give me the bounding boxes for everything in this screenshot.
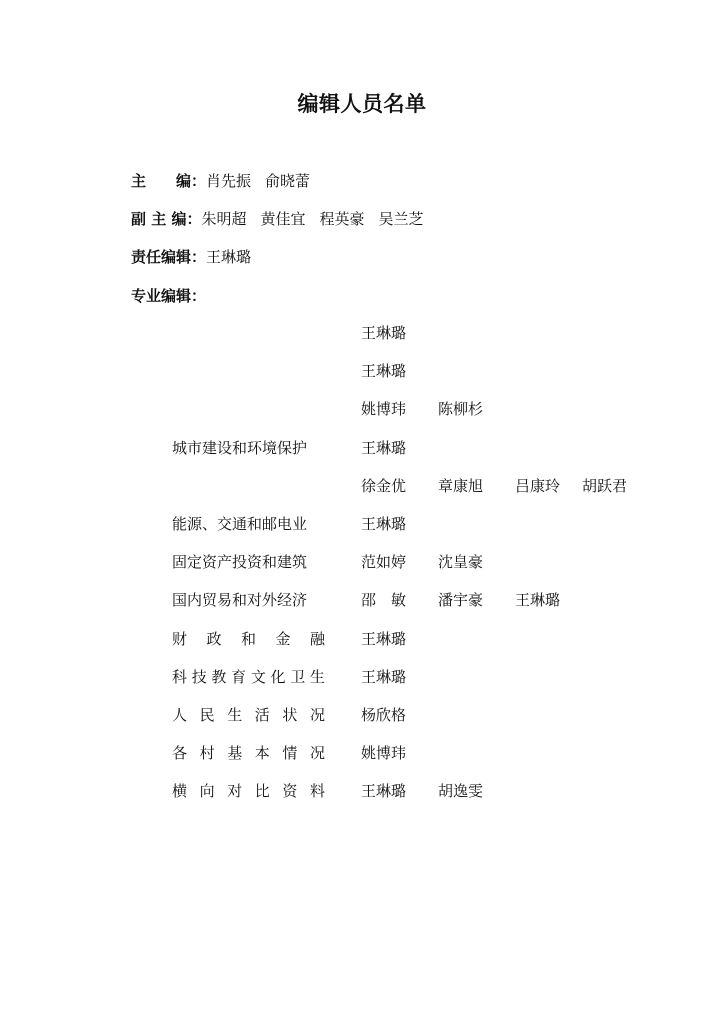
category-char: 情 <box>282 744 298 762</box>
editor-name: 邵 敏 <box>361 591 407 609</box>
editor-name: 王琳璐 <box>361 782 407 800</box>
editor-name: 范如婷 <box>361 553 407 571</box>
category-char: 卫 <box>290 668 306 686</box>
category-char: 和 <box>240 630 256 648</box>
category-char: 人 <box>172 706 188 724</box>
editor-name: 姚博玮 <box>361 744 407 762</box>
responsible-editor-row <box>131 245 265 269</box>
responsible-editor-name: 王琳璐 <box>206 248 252 266</box>
category-char: 技 <box>191 668 207 686</box>
category-char: 各 <box>172 744 188 762</box>
deputy-editor-label: 副 主 编： <box>131 210 202 228</box>
editor-name: 胡跃君 <box>582 477 628 495</box>
editor-name: 姚博玮 <box>361 400 407 418</box>
category-char: 融 <box>309 630 325 648</box>
specialty-row <box>0 359 724 383</box>
category-text: 国内贸易和对外经济 <box>172 591 308 609</box>
editor-name: 陈柳杉 <box>438 400 484 418</box>
category-char: 横 <box>172 782 188 800</box>
category-label <box>172 512 325 536</box>
editor-name: 吕康玲 <box>515 477 561 495</box>
category-char: 况 <box>309 744 325 762</box>
category-char: 科 <box>172 668 188 686</box>
editor-name: 王琳璐 <box>361 362 407 380</box>
category-char: 基 <box>227 744 243 762</box>
specialty-editor-row <box>131 284 206 308</box>
category-label <box>172 703 325 727</box>
deputy-editor-name: 朱明超 <box>201 210 247 228</box>
specialty-row <box>0 436 724 460</box>
editor-name: 王琳璐 <box>361 668 407 686</box>
category-char: 金 <box>275 630 291 648</box>
specialty-row <box>0 474 724 498</box>
deputy-editor-row <box>131 207 438 231</box>
editor-name: 章康旭 <box>438 477 484 495</box>
category-char: 对 <box>227 782 243 800</box>
page-title: 编辑人员名单 <box>297 92 427 116</box>
category-char: 政 <box>206 630 222 648</box>
category-char: 向 <box>199 782 215 800</box>
category-char: 状 <box>282 706 298 724</box>
editor-name: 王琳璐 <box>361 515 407 533</box>
category-char: 教 <box>211 668 227 686</box>
responsible-editor-label: 责任编辑： <box>131 248 207 266</box>
category-char: 况 <box>309 706 325 724</box>
specialty-row <box>0 703 724 727</box>
category-label <box>172 627 325 651</box>
editor-name: 王琳璐 <box>361 324 407 342</box>
chief-editor-label: 主 编： <box>131 172 207 190</box>
chief-editor-row <box>131 169 324 193</box>
deputy-editor-name: 程英豪 <box>319 210 365 228</box>
editor-name: 杨欣格 <box>361 706 407 724</box>
category-text: 城市建设和环境保护 <box>172 439 308 457</box>
category-char: 料 <box>309 782 325 800</box>
category-char: 活 <box>254 706 270 724</box>
specialty-row <box>0 512 724 536</box>
category-char: 民 <box>199 706 215 724</box>
chief-editor-name: 肖先振 <box>206 172 252 190</box>
specialty-editor-label: 专业编辑： <box>131 287 207 305</box>
category-char: 比 <box>254 782 270 800</box>
category-char: 育 <box>231 668 247 686</box>
specialty-row <box>0 741 724 765</box>
editor-name: 王琳璐 <box>515 591 561 609</box>
category-label <box>172 550 325 574</box>
category-char: 本 <box>254 744 270 762</box>
category-char: 化 <box>270 668 286 686</box>
category-text: 固定资产投资和建筑 <box>172 553 308 571</box>
specialty-row <box>0 779 724 803</box>
category-char: 财 <box>172 630 188 648</box>
specialty-row <box>0 397 724 421</box>
category-char: 村 <box>199 744 215 762</box>
category-label <box>172 741 325 765</box>
specialty-row <box>0 588 724 612</box>
specialty-row <box>0 550 724 574</box>
category-text: 能源、交通和邮电业 <box>172 515 308 533</box>
editor-name: 徐金优 <box>361 477 407 495</box>
specialty-row <box>0 321 724 345</box>
category-char: 资 <box>282 782 298 800</box>
category-char: 生 <box>227 706 243 724</box>
specialty-row <box>0 665 724 689</box>
editor-name: 胡逸雯 <box>438 782 484 800</box>
category-char: 文 <box>250 668 266 686</box>
editor-name: 潘宇豪 <box>438 591 484 609</box>
editor-name: 王琳璐 <box>361 630 407 648</box>
editor-name: 王琳璐 <box>361 439 407 457</box>
deputy-editor-name: 吴兰芝 <box>378 210 424 228</box>
category-label <box>172 665 325 689</box>
specialty-row <box>0 627 724 651</box>
chief-editor-name: 俞晓蕾 <box>265 172 311 190</box>
deputy-editor-name: 黄佳宜 <box>260 210 306 228</box>
category-char: 生 <box>309 668 325 686</box>
category-label <box>172 588 325 612</box>
editor-name: 沈皇豪 <box>438 553 484 571</box>
category-label <box>172 436 325 460</box>
category-label <box>172 779 325 803</box>
